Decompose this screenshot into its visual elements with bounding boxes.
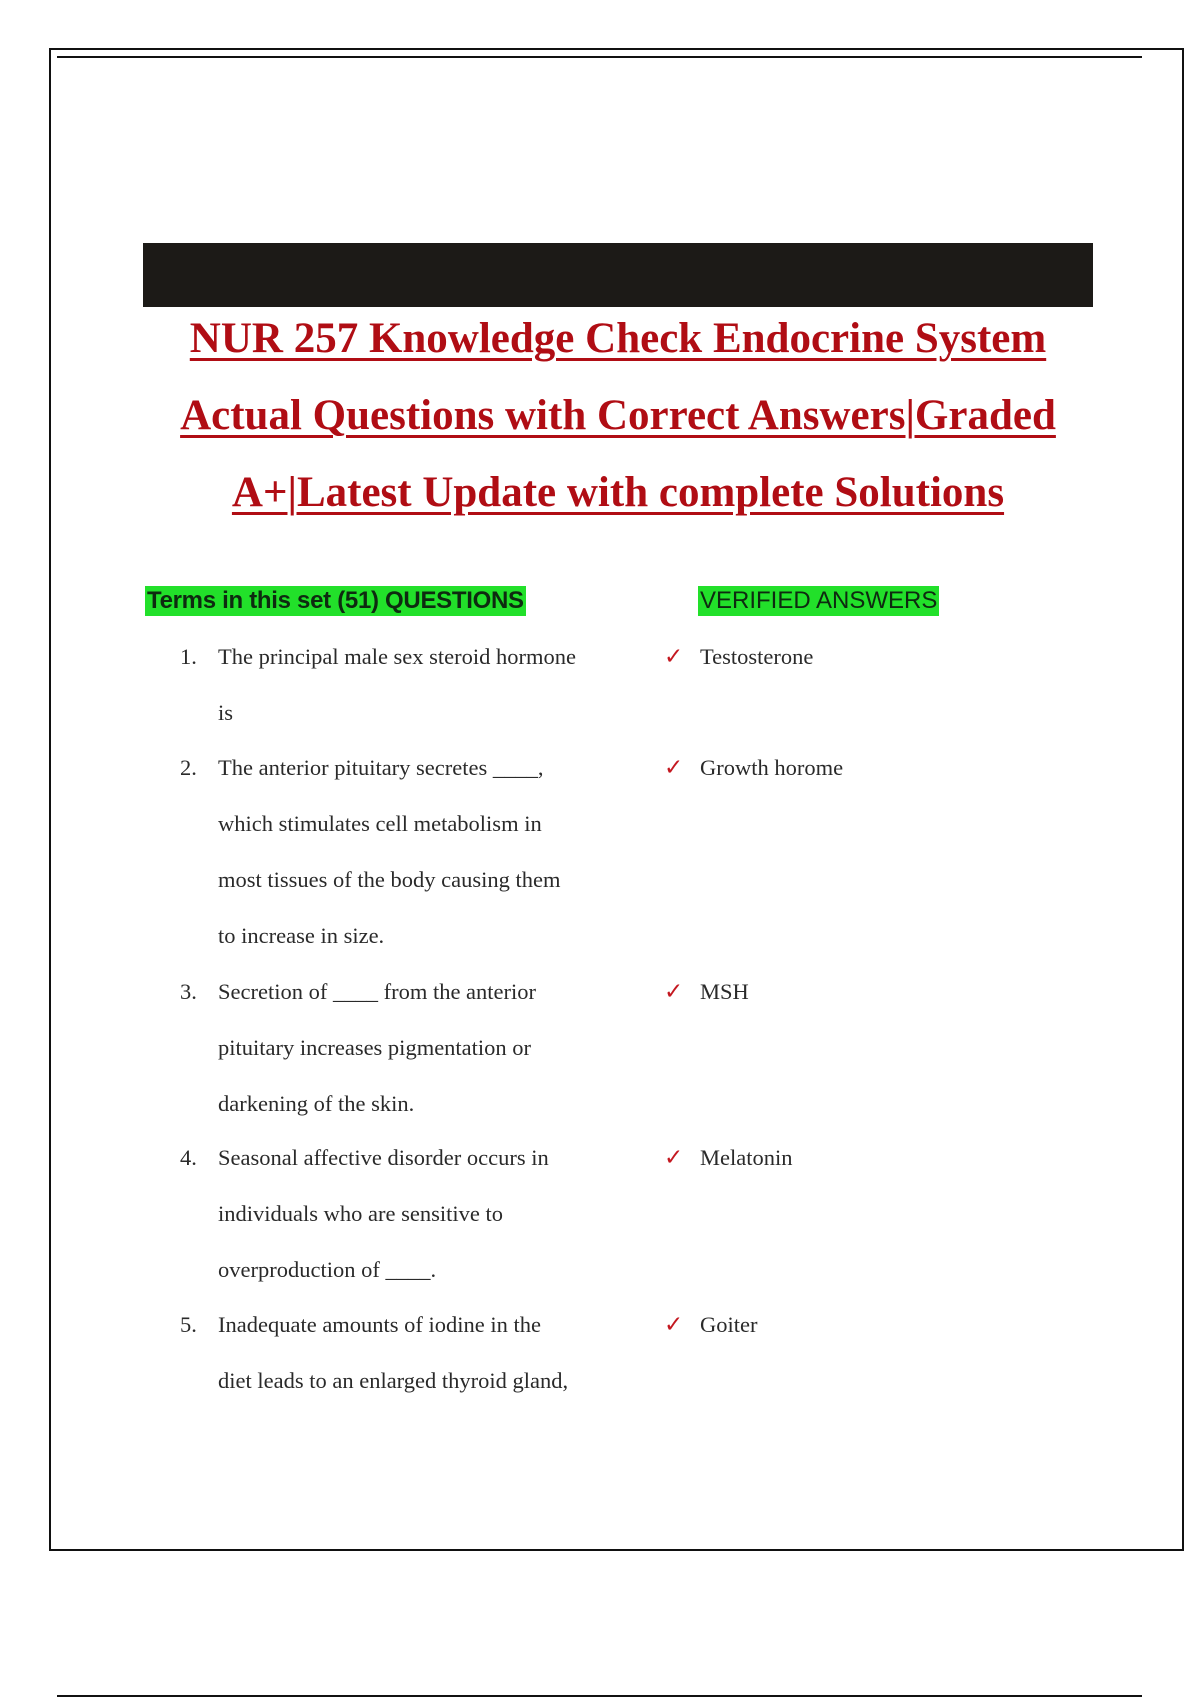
question-line: which stimulates cell metabolism in xyxy=(218,811,542,836)
bottom-rule xyxy=(57,1695,1142,1697)
check-icon: ✓ xyxy=(664,1312,684,1338)
question-text xyxy=(218,1130,618,1298)
question-line: diet leads to an enlarged thyroid gland, xyxy=(218,1368,569,1393)
question-text xyxy=(218,964,618,1132)
title-line-3: A+|Latest Update with complete Solutions xyxy=(231,469,1005,516)
question-text xyxy=(218,629,618,741)
question-line: pituitary increases pigmentation or xyxy=(218,1035,532,1060)
question-line: The anterior pituitary secretes ____, xyxy=(218,755,544,780)
question-number: 5. xyxy=(180,1312,197,1337)
answer-text: Melatonin xyxy=(700,1145,793,1170)
question-line: Inadequate amounts of iodine in the xyxy=(218,1312,542,1337)
check-icon: ✓ xyxy=(664,979,684,1005)
question-line: overproduction of ____. xyxy=(218,1257,437,1282)
question-number: 1. xyxy=(180,644,197,669)
title-line-2: Actual Questions with Correct Answers|Graded xyxy=(180,392,1056,439)
question-text xyxy=(218,1297,618,1409)
question-text xyxy=(218,740,618,964)
answer-text: Growth horome xyxy=(700,755,844,780)
answer-text: MSH xyxy=(700,979,749,1004)
question-line: most tissues of the body causing them xyxy=(218,867,561,892)
title-line-1: NUR 257 Knowledge Check Endocrine System xyxy=(189,315,1047,362)
question-line: Secretion of ____ from the anterior xyxy=(218,979,537,1004)
question-line: The principal male sex steroid hormone xyxy=(218,644,577,669)
document-title xyxy=(143,300,1093,531)
question-number: 3. xyxy=(180,979,197,1004)
question-number: 4. xyxy=(180,1145,197,1170)
check-icon: ✓ xyxy=(664,755,684,781)
question-line: individuals who are sensitive to xyxy=(218,1201,503,1226)
question-line: Seasonal affective disorder occurs in xyxy=(218,1145,549,1170)
check-icon: ✓ xyxy=(664,644,684,670)
answers-header: VERIFIED ANSWERS xyxy=(700,587,938,614)
questions-header: Terms in this set (51) QUESTIONS xyxy=(147,587,524,614)
question-line: darkening of the skin. xyxy=(218,1091,415,1116)
answer-text: Testosterone xyxy=(700,644,814,669)
question-line: to increase in size. xyxy=(218,923,385,948)
question-number: 2. xyxy=(180,755,197,780)
check-icon: ✓ xyxy=(664,1145,684,1171)
question-line: is xyxy=(218,700,234,725)
redaction-bar xyxy=(143,243,1093,307)
answer-text: Goiter xyxy=(700,1312,758,1337)
